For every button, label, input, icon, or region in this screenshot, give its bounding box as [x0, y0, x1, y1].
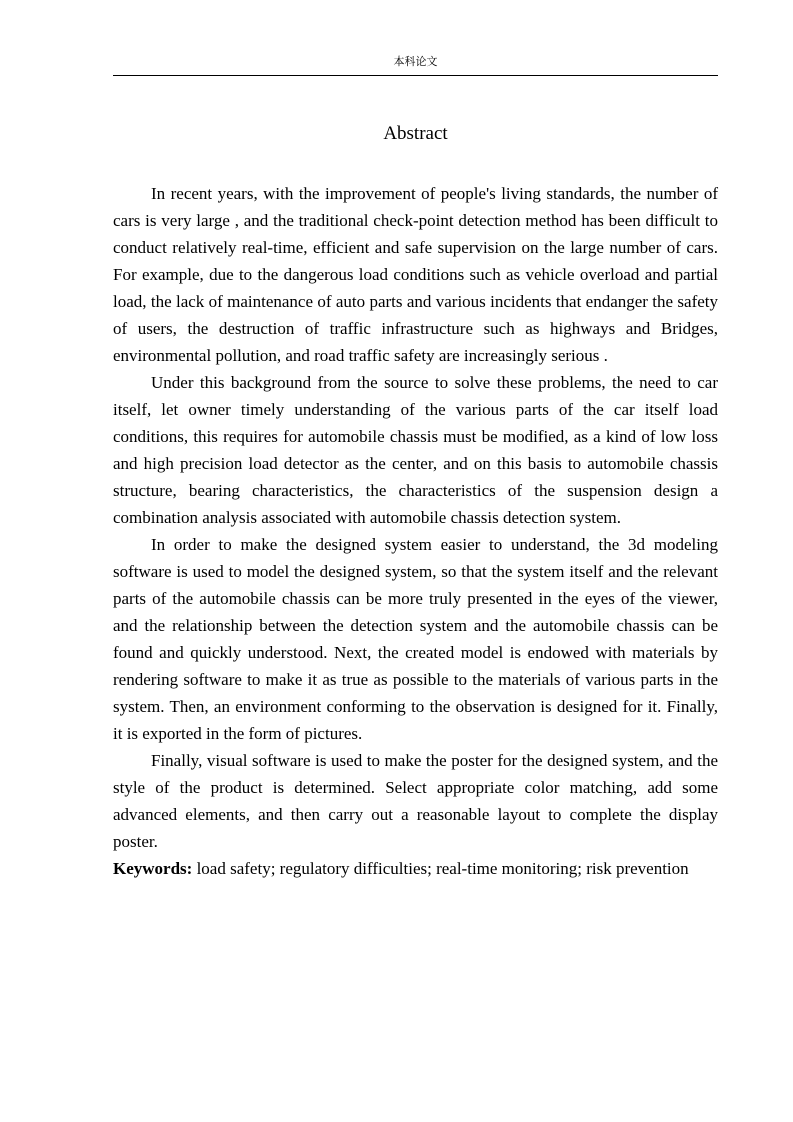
abstract-paragraph-3: In order to make the designed system easier to understand, the 3d modeling software is used to model the designed system, so that the system itself and the relevant parts of the automobile chassis can be more truly presented in the eyes of the viewer, and the relationship between the detection system and the automobile chassis can be found and quickly understood. Next, the created model is endowed with materials by rendering software to make it as true as possible to the materials of various parts in the system. Then, an environment conforming to the observation is designed for it. Finally, it is exported in the form of pictures. [113, 535, 718, 743]
header-text: 本科论文 [393, 55, 438, 68]
page-header [113, 55, 718, 76]
abstract-paragraph-4: Finally, visual software is used to make the poster for the designed system, and the style of the product is determined. Select appropriate color matching, add some advanced elements, and then carry out a reasonable layout to complete the display poster. [113, 751, 718, 851]
keywords-line [113, 855, 718, 882]
abstract-paragraph-2: Under this background from the source to solve these problems, the need to car itself, let owner timely understanding of the various parts of the car itself load conditions, this requires for automobile chassis must be modified, as a kind of low loss and high precision load detector as the center, and on this basis to automobile chassis structure, bearing characteristics, the characteristics of the suspension design a combination analysis associated with automobile chassis detection system. [113, 373, 718, 527]
abstract-title: Abstract [383, 123, 448, 144]
keywords-label: Keywords: [113, 859, 193, 878]
abstract-body [113, 180, 718, 882]
keywords-text: load safety; regulatory difficulties; real-time monitoring; risk prevention [192, 859, 689, 878]
abstract-paragraph-1: In recent years, with the improvement of people's living standards, the number of cars is very large , and the traditional check-point detection method has been difficult to conduct relatively real-time, efficient and safe supervision on the large number of cars. For example, due to the dangerous load conditions such as vehicle overload and partial load, the lack of maintenance of auto parts and various incidents that endanger the safety of users, the destruction of traffic infrastructure such as highways and Bridges, environmental pollution, and road traffic safety are increasingly serious . [113, 184, 718, 365]
